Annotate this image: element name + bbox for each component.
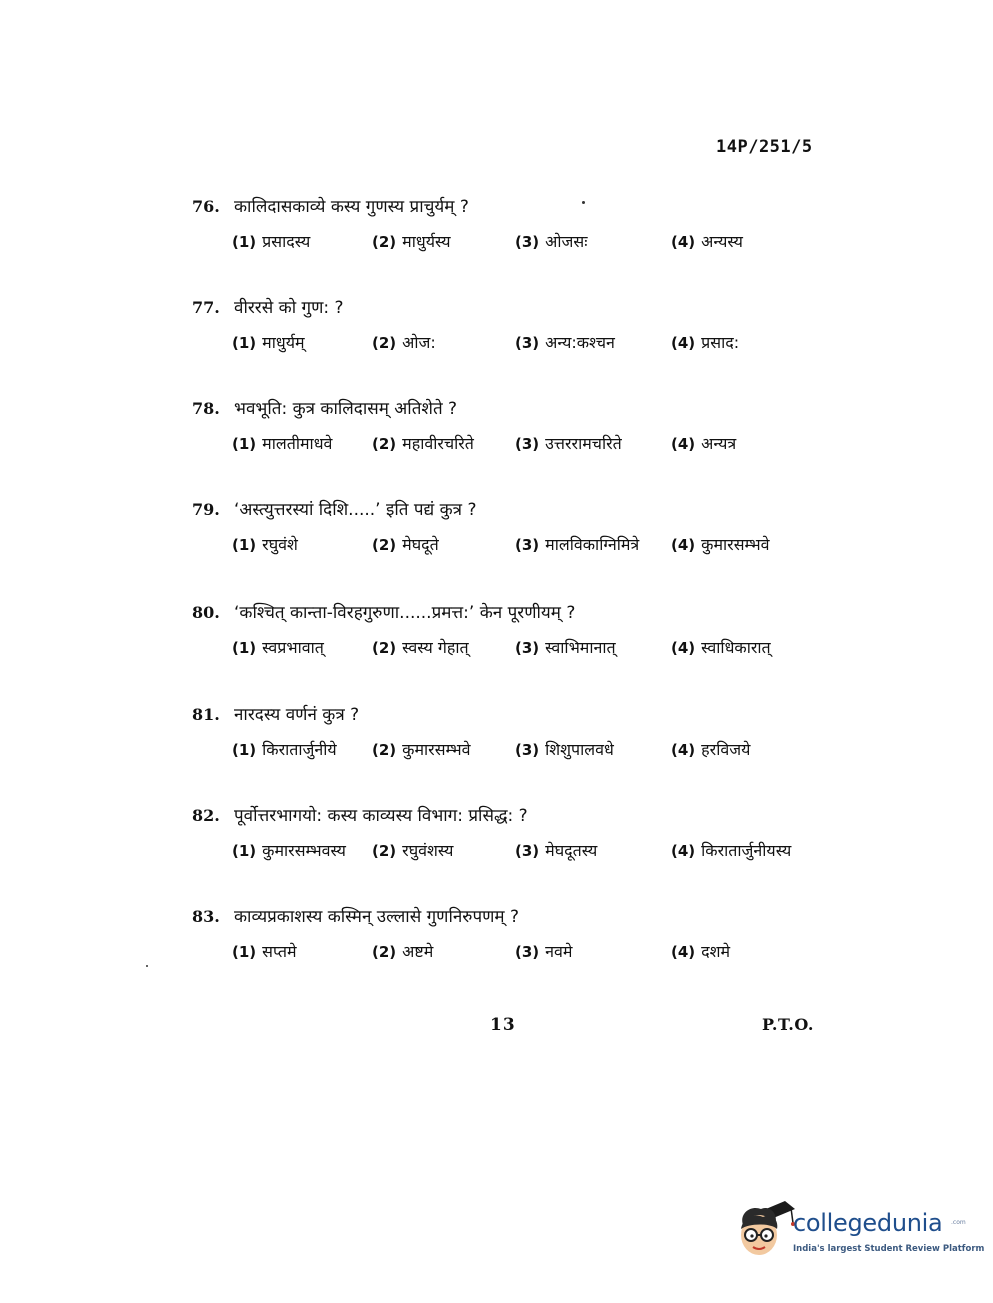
option-4: [671, 737, 750, 763]
option-3: [515, 838, 597, 864]
question-text: नारदस्य वर्णनं कुत्र ?: [234, 705, 360, 725]
option-2: [372, 838, 453, 864]
option-text: रघुवंशस्य: [402, 841, 454, 860]
option-number: (1): [232, 233, 257, 251]
options-row: [192, 532, 832, 558]
option-text: स्वप्रभावात्: [262, 638, 324, 657]
question-text: कालिदासकाव्ये कस्य गुणस्य प्राचुर्यम् ?: [234, 197, 469, 217]
option-2: [372, 635, 469, 661]
option-number: (2): [372, 639, 397, 657]
option-text: दशमे: [701, 942, 731, 961]
option-text: रघुवंशे: [262, 535, 298, 554]
option-text: माधुर्यस्य: [402, 232, 451, 251]
option-4: [671, 330, 739, 356]
option-number: (1): [232, 435, 257, 453]
option-number: (1): [232, 741, 257, 759]
option-number: (1): [232, 639, 257, 657]
option-2: [372, 532, 439, 558]
option-text: मेघदूते: [402, 535, 439, 554]
option-text: महावीरचरिते: [402, 434, 474, 453]
option-number: (2): [372, 233, 397, 251]
question-number: 81.: [192, 705, 220, 724]
option-text: मालतीमाधवे: [262, 434, 333, 453]
question-text: भवभूति: कुत्र कालिदासम् अतिशेते ?: [234, 399, 458, 419]
collegedunia-watermark: [735, 1195, 985, 1265]
option-3: [515, 229, 587, 255]
option-number: (3): [515, 536, 540, 554]
option-1: [232, 431, 332, 457]
options-row: [192, 737, 832, 763]
option-number: (3): [515, 639, 540, 657]
option-text: ओजसः: [545, 232, 588, 251]
options-row: [192, 939, 832, 965]
option-3: [515, 737, 614, 763]
option-text: अन्यत्र: [701, 434, 737, 453]
option-number: (3): [515, 334, 540, 352]
option-number: (1): [232, 943, 257, 961]
question-83: [192, 905, 832, 965]
question-text: ‘कश्चित् कान्ता-विरहगुरुणा......प्रमत्त:’ केन पूरणीयम् ?: [234, 603, 576, 623]
option-text: स्वाधिकारात्: [701, 638, 771, 657]
question-77: [192, 296, 832, 356]
option-2: [372, 737, 470, 763]
brand-domain: .com: [951, 1219, 966, 1226]
option-number: (4): [671, 536, 696, 554]
question-text: वीररसे को गुण: ?: [234, 298, 344, 318]
question-79: [192, 498, 832, 558]
stray-mark: [146, 965, 148, 967]
option-number: (2): [372, 536, 397, 554]
option-number: (4): [671, 639, 696, 657]
option-1: [232, 330, 305, 356]
option-text: हरविजये: [701, 740, 751, 759]
option-1: [232, 838, 346, 864]
options-row: [192, 229, 832, 255]
option-number: (4): [671, 943, 696, 961]
option-text: माधुर्यम्: [262, 333, 305, 352]
options-row: [192, 635, 832, 661]
option-number: (3): [515, 842, 540, 860]
question-number: 78.: [192, 399, 220, 418]
option-number: (1): [232, 536, 257, 554]
graduate-cap-mascot-icon: [735, 1195, 795, 1261]
option-3: [515, 635, 616, 661]
option-text: अष्टमे: [402, 942, 434, 961]
option-number: (2): [372, 741, 397, 759]
option-number: (2): [372, 943, 397, 961]
question-76: [192, 195, 832, 255]
brand-tagline: India's largest Student Review Platform: [793, 1244, 985, 1254]
option-4: [671, 532, 769, 558]
option-text: कुमारसम्भवे: [402, 740, 471, 759]
brand-name: collegedunia: [793, 1209, 943, 1237]
option-number: (2): [372, 842, 397, 860]
page-code: 14P/251/5: [716, 137, 813, 157]
option-text: स्वाभिमानात्: [545, 638, 616, 657]
question-number: 77.: [192, 298, 220, 317]
question-text: ‘अस्त्युत्तरस्यां दिशि.....’ इति पद्यं कुत्र ?: [234, 500, 477, 520]
option-4: [671, 431, 736, 457]
option-text: शिशुपालवधे: [545, 740, 614, 759]
question-81: [192, 703, 832, 763]
option-1: [232, 229, 310, 255]
question-number: 76.: [192, 197, 220, 216]
option-number: (1): [232, 842, 257, 860]
question-text: पूर्वोत्तरभागयो: कस्य काव्यस्य विभाग: प्रसिद्ध: ?: [234, 806, 528, 826]
question-78: [192, 397, 832, 457]
option-text: किरातार्जुनीयस्य: [701, 841, 792, 860]
option-text: अन्य:कश्चन: [545, 333, 615, 352]
option-3: [515, 431, 622, 457]
option-number: (3): [515, 741, 540, 759]
question-number: 82.: [192, 806, 220, 825]
option-3: [515, 330, 615, 356]
option-number: (2): [372, 435, 397, 453]
options-row: [192, 330, 832, 356]
option-4: [671, 838, 791, 864]
option-text: प्रसाद:: [701, 333, 740, 352]
option-2: [372, 330, 436, 356]
option-4: [671, 635, 771, 661]
option-text: उत्तररामचरिते: [545, 434, 622, 453]
option-3: [515, 532, 639, 558]
option-text: नवमे: [545, 942, 573, 961]
option-number: (2): [372, 334, 397, 352]
option-text: स्वस्य गेहात्: [402, 638, 469, 657]
option-text: सप्तमे: [262, 942, 297, 961]
option-1: [232, 635, 324, 661]
option-1: [232, 939, 297, 965]
question-82: [192, 804, 832, 864]
option-text: प्रसादस्य: [262, 232, 311, 251]
option-number: (4): [671, 233, 696, 251]
question-number: 83.: [192, 907, 220, 926]
option-2: [372, 229, 451, 255]
option-4: [671, 229, 743, 255]
option-number: (4): [671, 435, 696, 453]
option-text: कुमारसम्भवे: [701, 535, 770, 554]
option-number: (3): [515, 233, 540, 251]
option-number: (1): [232, 334, 257, 352]
option-3: [515, 939, 573, 965]
question-number: 80.: [192, 603, 220, 622]
option-text: अन्यस्य: [701, 232, 743, 251]
option-number: (4): [671, 334, 696, 352]
page-number: 13: [490, 1015, 516, 1035]
option-text: मेघदूतस्य: [545, 841, 598, 860]
option-1: [232, 737, 337, 763]
pto-label: P.T.O.: [762, 1015, 814, 1034]
option-number: (3): [515, 943, 540, 961]
option-text: मालविकाग्निमित्रे: [545, 535, 640, 554]
option-number: (3): [515, 435, 540, 453]
question-number: 79.: [192, 500, 220, 519]
option-2: [372, 939, 433, 965]
options-row: [192, 431, 832, 457]
question-80: [192, 601, 832, 661]
option-4: [671, 939, 730, 965]
option-text: ओज:: [402, 333, 436, 352]
options-row: [192, 838, 832, 864]
option-number: (4): [671, 741, 696, 759]
option-text: कुमारसम्भवस्य: [262, 841, 346, 860]
option-number: (4): [671, 842, 696, 860]
question-text: काव्यप्रकाशस्य कस्मिन् उल्लासे गुणनिरुपणम् ?: [234, 907, 519, 927]
option-2: [372, 431, 474, 457]
option-text: किरातार्जुनीये: [262, 740, 337, 759]
option-1: [232, 532, 298, 558]
